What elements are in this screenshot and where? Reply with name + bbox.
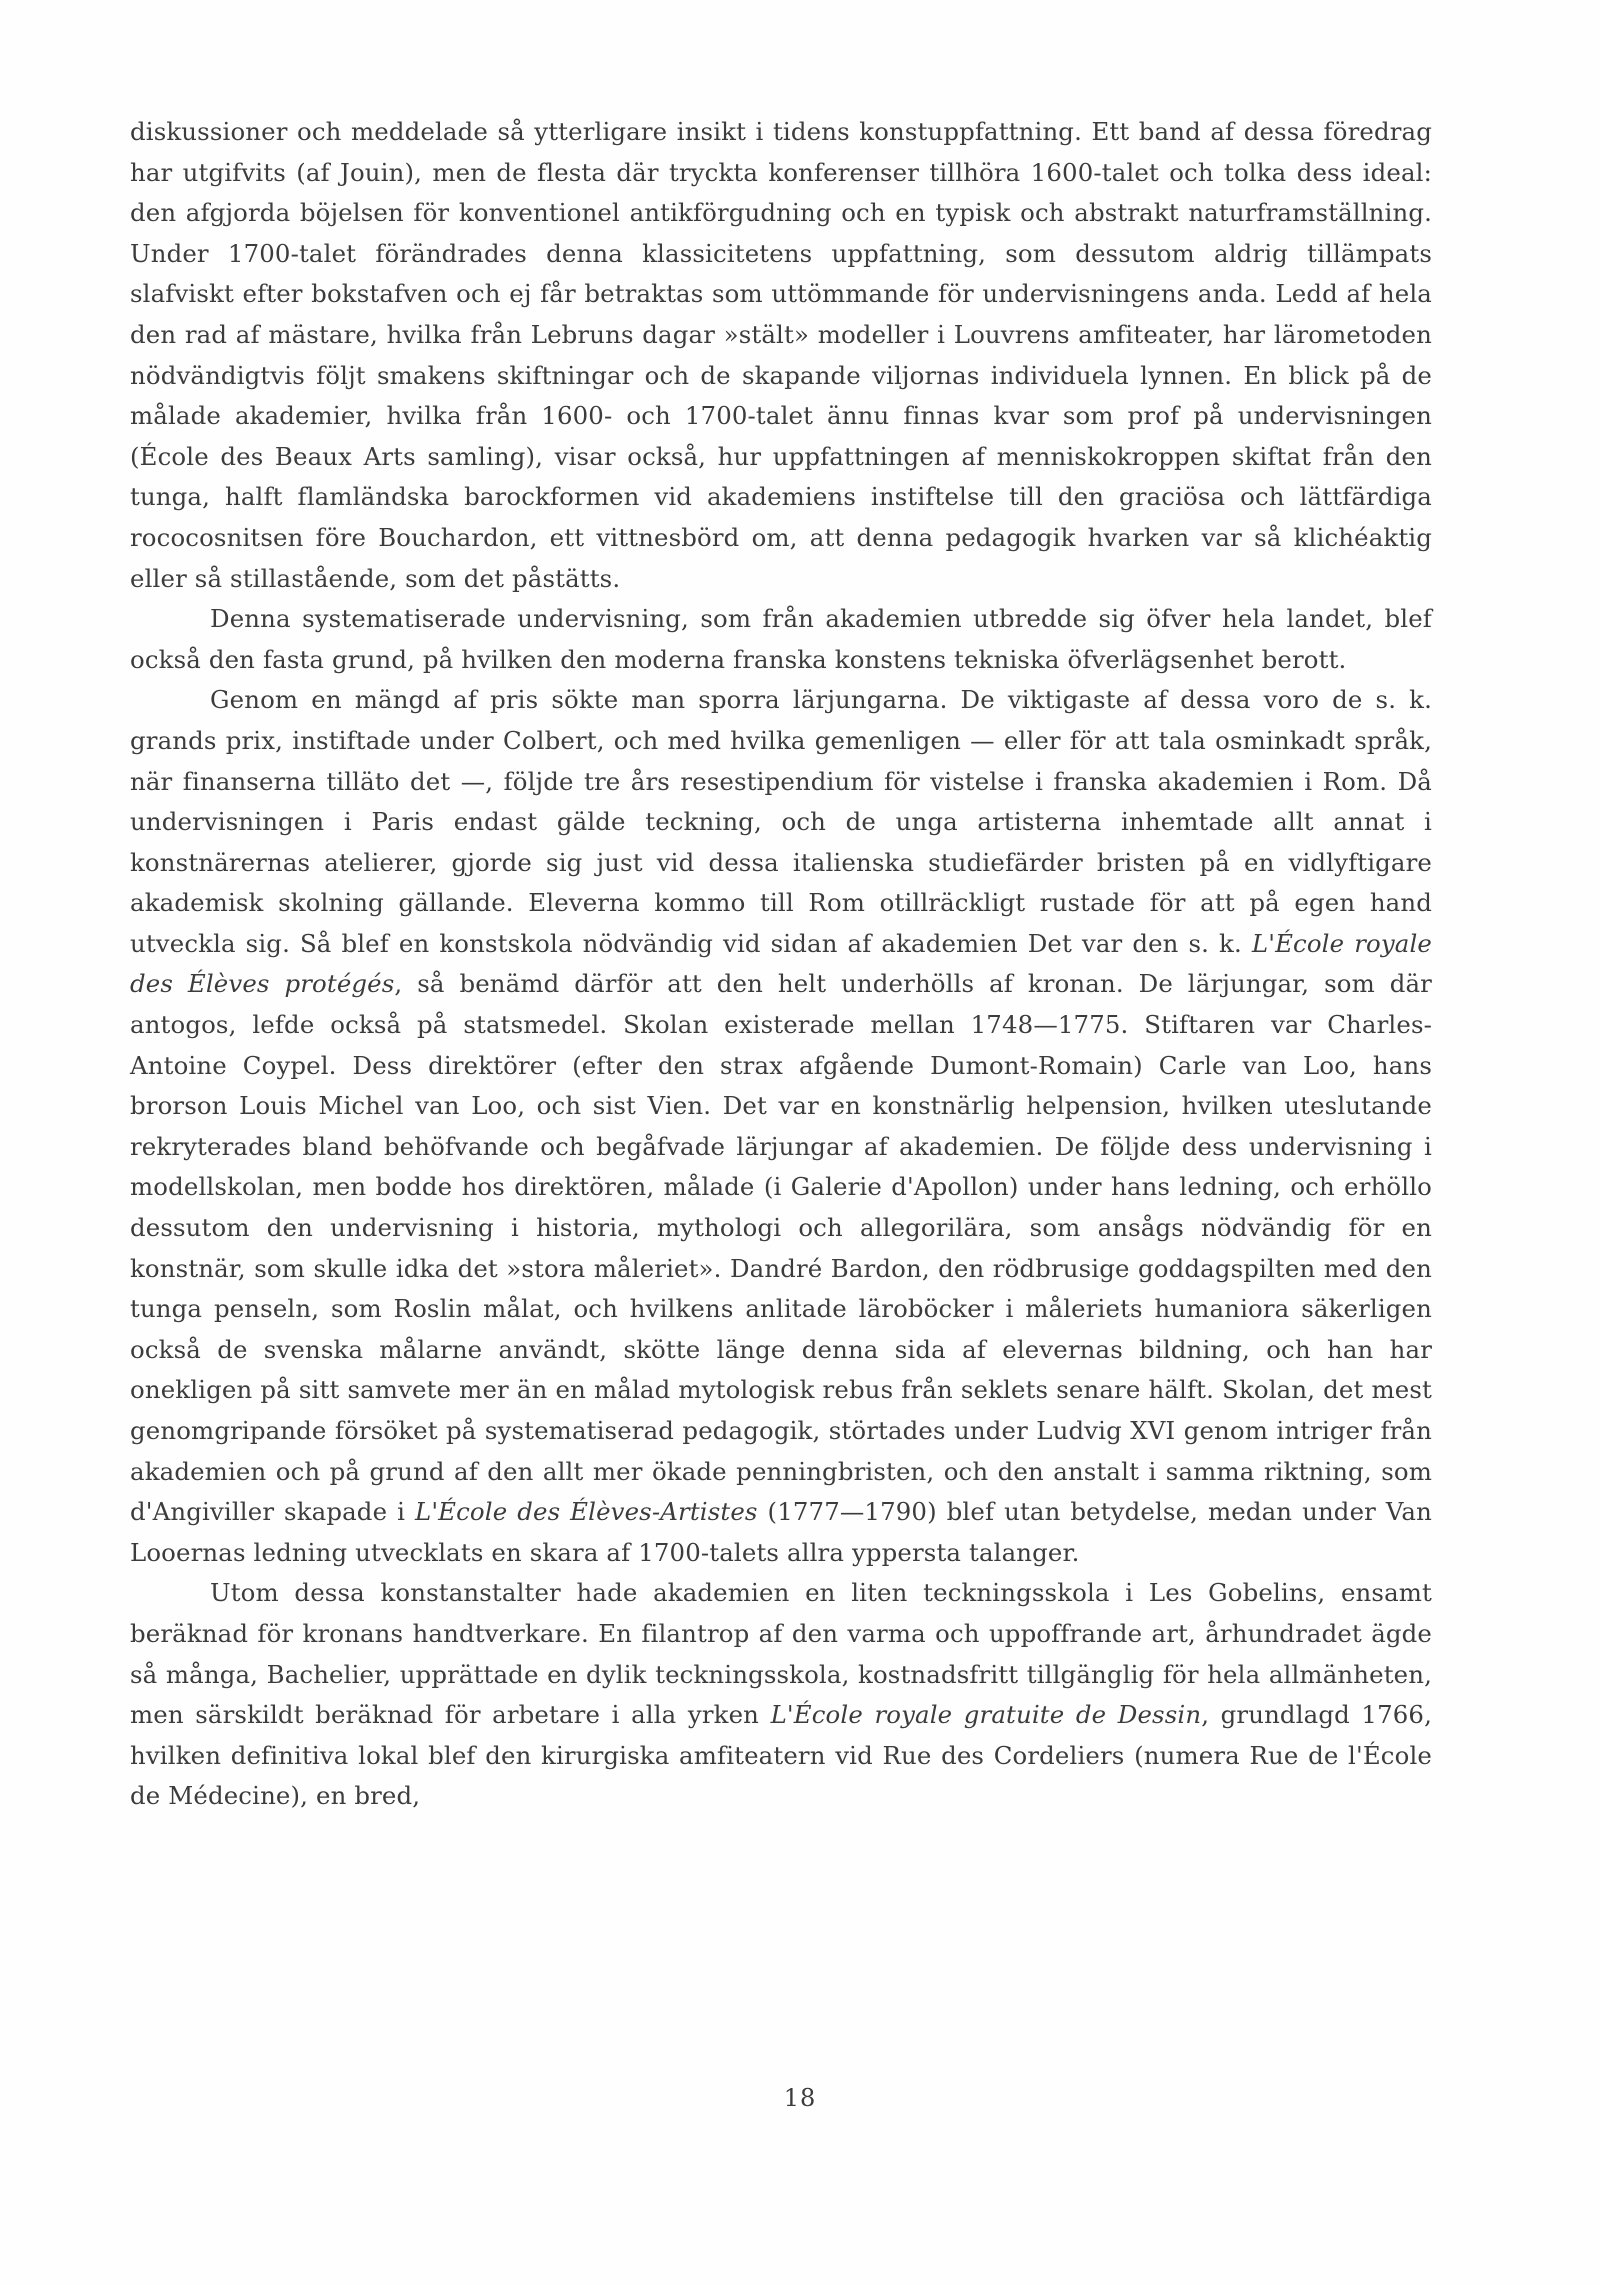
- text-run: Denna systematiserade undervisning, som från akademien utbredde sig öfver hela landet, blef också den fasta grund, på hvilken den moderna franska konstens tekniska öfverlägsenhet berott.: [130, 604, 1432, 674]
- text-run: Genom en mängd af pris sökte man sporra lärjungarna. De viktigaste af dessa voro de s. k. grands prix, instiftade under Colbert, och med hvilka gemenligen — eller för att tala osminkadt språk, när finanserna tilläto det —, följde tre års resestipendium för vistelse i franska akademien i Rom. Då undervisningen i Paris endast gälde teckning, och de unga artisterna inhemtade allt annat i konstnärernas atelierer, gjorde sig just vid dessa italienska studiefärder bristen på en vidlyftigare akademisk skolning gällande. Eleverna kommo till Rom otillräckligt rustade för att på egen hand utveckla sig. Så blef en konstskola nödvändig vid sidan af akademien Det var den s. k.: [130, 685, 1432, 958]
- page-number: 18: [783, 2084, 817, 2112]
- italic-title: L'École royale gratuite de Dessin: [770, 1700, 1202, 1730]
- text-run: , grundlagd 1766, hvilken definitiva lokal blef den kirurgiska amfiteatern vid Rue des Cordeliers (numera Rue de l'École de Médecine), en bred,: [130, 1700, 1432, 1811]
- italic-title: L'École royale des Élèves protégés: [130, 928, 1432, 999]
- paragraph: [130, 599, 1432, 680]
- text-run: diskussioner och meddelade så ytterligare insikt i tidens konstuppfattning. Ett band af dessa föredrag har utgifvits (af Jouin), men de flesta där tryckta konferenser tillhöra 1600-talet och tolka dess ideal: den afgjorda böjelsen för konventionel antikförgudning och en typisk och abstrakt naturframställning. Under 1700-talet förändrades denna klassicitetens uppfattning, som dessutom aldrig tillämpats slafviskt efter bokstafven och ej får betraktas som uttömmande för undervisningens anda. Ledd af hela den rad af mästare, hvilka från Lebruns dagar »stält» modeller i Louvrens amfiteater, har lärometoden nödvändigtvis följt smakens skiftningar och de skapande viljornas individuela lynnen. En blick på de målade akademier, hvilka från 1600- och 1700-talet ännu finnas kvar som prof på undervisningen (École des Beaux Arts samling), visar också, hur uppfattningen af menniskokroppen skiftat från den tunga, halft flamländska barockformen vid akademiens instiftelse till den graciösa och lättfärdiga rococosnitsen före Bouchardon, ett vittnesbörd om, att denna pedagogik hvarken var så klichéaktig eller så stillastående, som det påstätts.: [130, 117, 1432, 593]
- italic-title: L'École des Élèves-Artistes: [414, 1497, 758, 1527]
- text-run: Utom dessa konstanstalter hade akademien en liten teckningsskola i Les Gobelins, ensamt beräknad för kronans handtverkare. En filantrop af den varma och uppoffrande art, århundradet ägde så många, Bachelier, upprättade en dylik teckningsskola, kostnadsfritt tillgänglig för hela allmänheten, men särskildt beräknad för arbetare i alla yrken: [130, 1578, 1432, 1730]
- paragraph: [130, 1573, 1432, 1817]
- body-text: [130, 112, 1432, 1817]
- text-run: , så benämd därför att den helt underhölls af kronan. De lärjungar, som där antogos, lefde också på statsmedel. Skolan existerade mellan 1748—1775. Stiftaren var Charles-Antoine Coypel. Dess direktörer (efter den strax afgående Dumont-Romain) Carle van Loo, hans brorson Louis Michel van Loo, och sist Vien. Det var en konstnärlig helpension, hvilken uteslutande rekryterades bland behöfvande och begåfvade lärjungar af akademien. De följde dess undervisning i modellskolan, men bodde hos direktören, målade (i Galerie d'Apollon) under hans ledning, och erhöllo dessutom den undervisning i historia, mythologi och allegorilära, som ansågs nödvändig för en konstnär, som skulle idka det »stora måleriet». Dandré Bardon, den rödbrusige goddagspilten med den tunga penseln, som Roslin målat, och hvilkens anlitade läroböcker i måleriets humaniora säkerligen också de svenska målarne användt, skötte länge denna sida af elevernas bildning, och han har onekligen på sitt samvete mer än en målad mytologisk rebus från seklets senare hälft. Skolan, det mest genomgripande försöket på systematiserad pedagogik, störtades under Ludvig XVI genom intriger från akademien och på grund af den allt mer ökade penningbristen, och den anstalt i samma riktning, som d'Angiviller skapade i: [130, 969, 1432, 1527]
- text-run: (1777—1790) blef utan betydelse, medan under Van Looernas ledning utvecklats en skara af 1700-talets allra yppersta talanger.: [130, 1497, 1432, 1567]
- paragraph: [130, 680, 1432, 1573]
- paragraph: [130, 112, 1432, 599]
